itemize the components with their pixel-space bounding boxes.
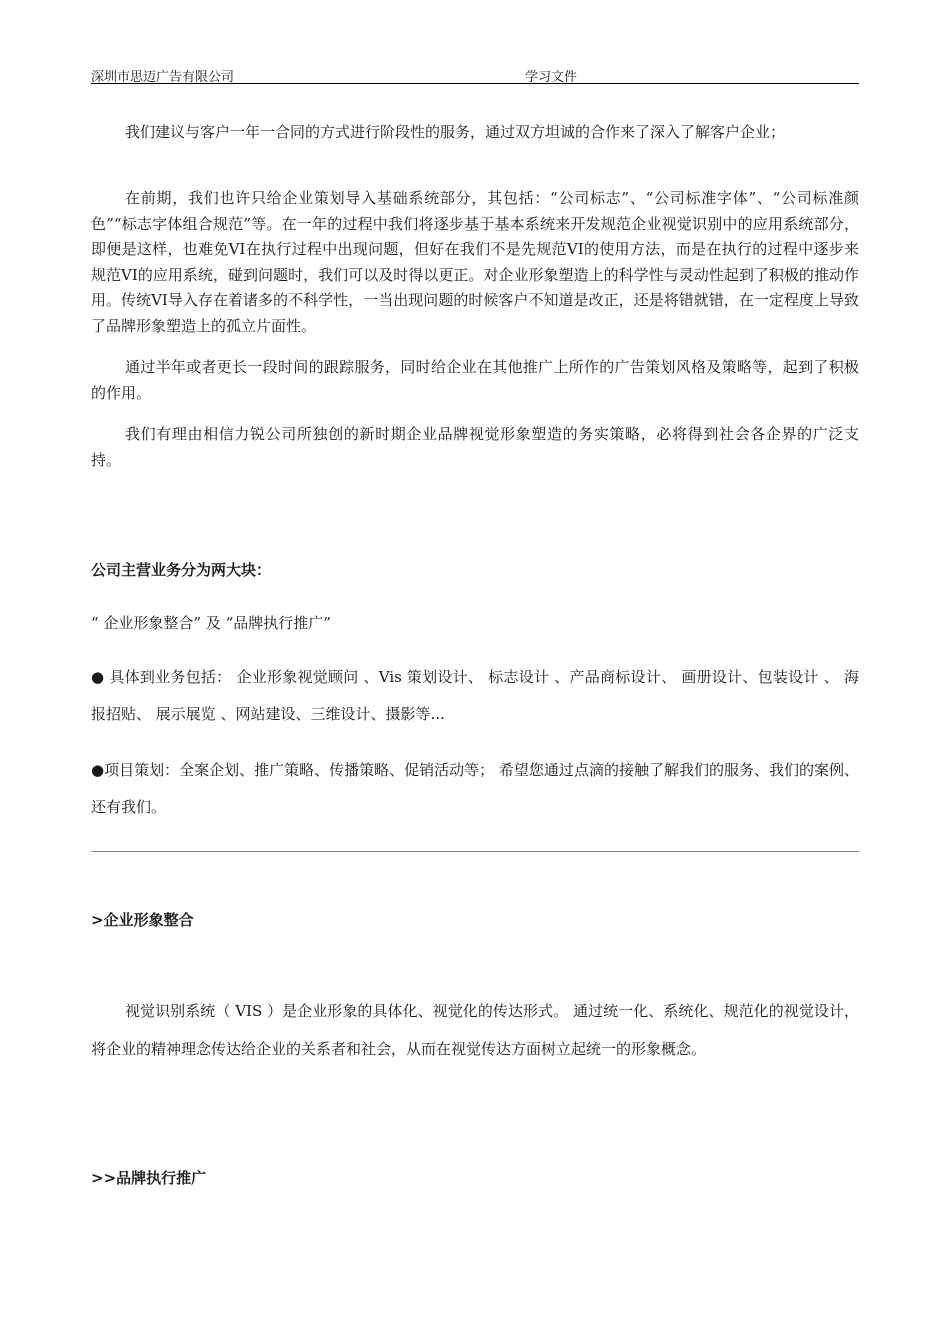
business-two-parts: “ 企业形象整合” 及 “品牌执行推广” (91, 614, 331, 632)
paragraph-early-stage: 在前期，我们也许只给企业策划导入基础系统部分，其包括：“公司标志”、“公司标准字体”、“公司标准颜色”“标志字体组合规范”等。在一年的过程中我们将逐步基于基本系统来开发规范企业视觉识别中的应用系统部分，即便是这样，也难免VI在执行过程中出现问题，但好在我们不是先规范VI的使用方法，而是在执行的过程中逐步来规范VI的应用系统，碰到问题时，我们可以及时得以更正。对企业形象塑造上的科学性与灵动性起到了积极的推动作用。传统VI导入存在着诸多的不科学性，一当出现问题的时候客户不知道是改正，还是将错就错，在一定程度上导致了品牌形象塑造上的孤立片面性。 (91, 189, 859, 335)
business-bullet-planning: ●项目策划：全案企划、推广策略、传播策略、促销活动等； 希望您通过点滴的接触了解我们的服务、我们的案例、还有我们。 (91, 761, 859, 816)
paragraph-confidence: 我们有理由相信力锐公司所独创的新时期企业品牌视觉形象塑造的务实策略，必将得到社会各企界的广泛支持。 (91, 425, 859, 469)
header-company: 深圳市思迈广告有限公司 (91, 70, 235, 85)
business-heading: 公司主营业务分为两大块： (91, 561, 272, 579)
paragraph-tracking-service: 通过半年或者更长一段时间的跟踪服务，同时给企业在其他推广上所作的广告策划风格及策略等，起到了积极的作用。 (91, 358, 859, 402)
header-rule (91, 83, 859, 84)
section-divider (91, 851, 859, 852)
section-title-brand-promotion: >>品牌执行推广 (91, 1169, 207, 1187)
paragraph-contract: 我们建议与客户一年一合同的方式进行阶段性的服务，通过双方坦诚的合作来了深入了解客户企业； (125, 123, 786, 141)
business-bullet-services: ● 具体到业务包括： 企业形象视觉顾问 、Vis 策划设计、 标志设计 、产品商标设计、 画册设计、包装设计 、 海报招贴、 展示展览 、网站建设、三维设计、摄影等... (91, 668, 859, 723)
header-doc-label: 学习文件 (525, 70, 578, 85)
section-body-vis: 视觉识别系统（ VIS ）是企业形象的具体化、视觉化的传达形式。 通过统一化、系统化、规范化的视觉设计，将企业的精神理念传达给企业的关系者和社会，从而在视觉传达方面树立起统一的形象概念。 (91, 1002, 859, 1058)
section-title-image-integration: >企业形象整合 (91, 911, 194, 929)
